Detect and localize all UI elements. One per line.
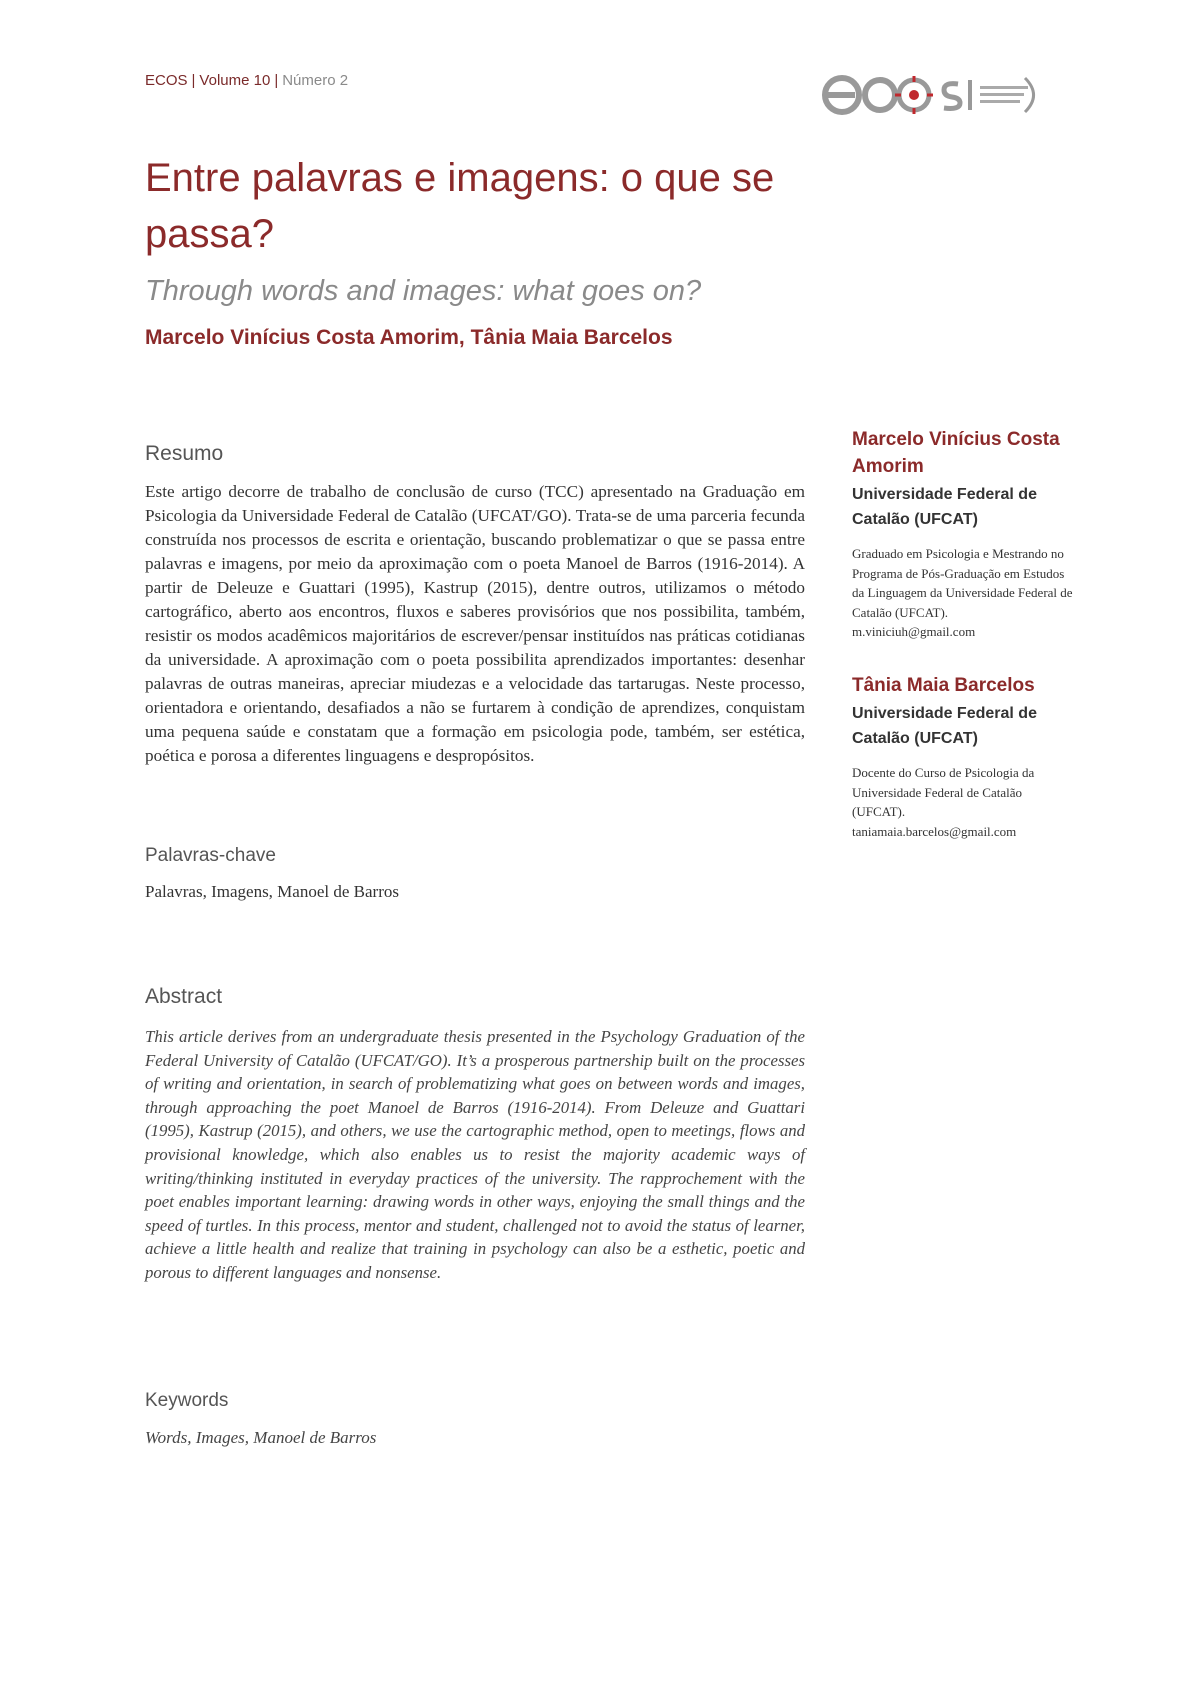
author-1-email[interactable]: m.viniciuh@gmail.com bbox=[852, 624, 976, 639]
abstract-heading: Abstract bbox=[145, 985, 223, 1008]
author-2-note bbox=[852, 763, 1077, 841]
author-2-bio: Docente do Curso de Psicologia da Universidade Federal de Catalão (UFCAT). bbox=[852, 765, 1035, 819]
ecos-logo bbox=[820, 70, 1045, 120]
journal-header: ECOS | Volume 10 | Número 2 bbox=[145, 72, 349, 89]
author-2-email[interactable]: taniamaia.barcelos@gmail.com bbox=[852, 823, 1017, 839]
article-authors: Marcelo Vinícius Costa Amorim, Tânia Maia Barcelos bbox=[145, 326, 673, 349]
article-subtitle: Through words and images: what goes on? bbox=[145, 275, 702, 307]
author-1-institution: Universidade Federal de Catalão (UFCAT) bbox=[852, 486, 1037, 528]
journal-number: Número 2 bbox=[282, 72, 349, 89]
journal-volume: Volume 10 bbox=[199, 72, 271, 89]
author-1-note bbox=[852, 544, 1077, 642]
author-card-2 bbox=[852, 672, 1077, 841]
journal-name: ECOS bbox=[145, 72, 188, 89]
author-card-1 bbox=[852, 426, 1077, 642]
author-1-bio: Graduado em Psicologia e Mestrando no Programa de Pós-Graduação em Estudos da Linguagem da Universidade Federal de Catalão (UFCAT). bbox=[852, 546, 1073, 620]
resumo-text: Este artigo decorre de trabalho de conclusão de curso (TCC) apresentado na Graduação em Psicologia da Universidade Federal de Catalão (UFCAT/GO). Trata-se de uma parceria fecunda construída nos processos de escrita e orientação, buscando problematizar o que se passa entre palavras e imagens, por meio da aproximação com o poeta Manoel de Barros (1916-2014). A partir de Deleuze e Guattari (1995), Kastrup (2015), dentre outros, utilizamos o método cartográfico, aberto aos encontros, fluxos e saberes provisórios que nos possibilita, também, resistir os modos acadêmicos majoritários de escrever/pensar instituídos nas práticas cotidianas da universidade. A aproximação com o poeta possibilita aprendizados importantes: desenhar palavras de outras maneiras, apreciar miudezas e a velocidade das tartarugas. Neste processo, orientadora e orientando, desafiados a não se furtarem à condição de aprendizes, conquistam uma pequena saúde e constatam que a formação em psicologia pode, também, ser estética, poética e porosa a diferentes linguagens e despropósitos. bbox=[145, 482, 805, 765]
resumo-heading: Resumo bbox=[145, 442, 224, 465]
author-1-name: Marcelo Vinícius Costa Amorim bbox=[852, 429, 1060, 477]
author-2-name: Tânia Maia Barcelos bbox=[852, 675, 1035, 696]
author-2-institution: Universidade Federal de Catalão (UFCAT) bbox=[852, 705, 1037, 747]
article-title: Entre palavras e imagens: o que se passa? bbox=[145, 156, 775, 256]
keywords-text: Words, Images, Manoel de Barros bbox=[145, 1428, 377, 1447]
abstract-text: This article derives from an undergraduate thesis presented in the Psychology Graduation of the Federal University of Catalão (UFCAT/GO). It’s a prosperous partnership built on the processes of writing and orientation, in search of problematizing what goes on between words and images, through approaching the poet Manoel de Barros (1916-2014). From Deleuze and Guattari (1995), Kastrup (2015), and others, we use the cartographic method, open to meetings, flows and provisional knowledge, which also enables us to resist the majority academic ways of writing/thinking instituted in everyday practices of the university. The rapprochement with the poet enables important learning: drawing words in other ways, enjoying the small things and the speed of turtles. In this process, mentor and student, challenged not to avoid the status of learner, achieve a little health and realize that training in psychology can also be a esthetic, poetic and porous to different languages and nonsense. bbox=[145, 1027, 805, 1282]
keywords-heading: Keywords bbox=[145, 1390, 229, 1411]
palavras-chave-heading: Palavras-chave bbox=[145, 845, 276, 866]
palavras-chave-text: Palavras, Imagens, Manoel de Barros bbox=[145, 882, 399, 901]
